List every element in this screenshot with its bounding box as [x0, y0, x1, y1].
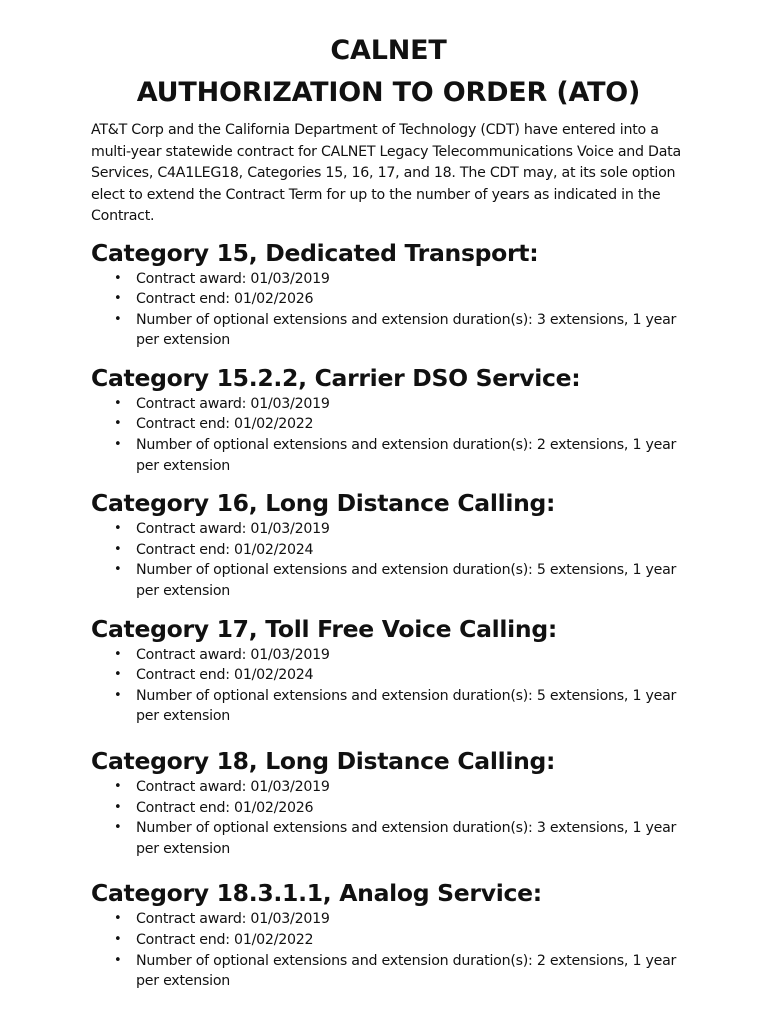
- section-heading: Category 16, Long Distance Calling:: [91, 489, 556, 518]
- section-category-18-3-1-1: [91, 878, 686, 991]
- bullet-icon: •: [114, 395, 122, 411]
- bullet-icon: •: [114, 687, 122, 703]
- section-item-list: [91, 519, 686, 601]
- list-item: [114, 519, 686, 540]
- list-item-text: Contract end: 01/02/2024: [136, 541, 314, 558]
- section-item-list: [91, 645, 686, 727]
- bullet-icon: •: [114, 541, 122, 557]
- list-item: [114, 289, 686, 310]
- bullet-icon: •: [114, 931, 122, 947]
- list-item: [114, 435, 686, 476]
- list-item: [114, 909, 686, 930]
- list-item: [114, 665, 686, 686]
- section-heading: Category 17, Toll Free Voice Calling:: [91, 614, 557, 643]
- section-heading: Category 18, Long Distance Calling:: [91, 747, 556, 775]
- title-line-ato: AUTHORIZATION TO ORDER (ATO): [136, 77, 641, 108]
- bullet-icon: •: [114, 437, 122, 453]
- section-category-15: [91, 238, 686, 351]
- list-item-text: Number of optional extensions and extension duration(s): 5 extensions, 1 year per extension: [136, 562, 677, 600]
- list-item: [114, 414, 686, 435]
- list-item-text: Number of optional extensions and extension duration(s): 3 extensions, 1 year per extension: [136, 820, 677, 857]
- list-item: [114, 540, 686, 561]
- bullet-icon: •: [114, 911, 122, 927]
- list-item: [114, 798, 686, 819]
- section-category-15-2-2: [91, 363, 686, 476]
- page-title: [51, 30, 726, 114]
- bullet-icon: •: [114, 291, 122, 307]
- bullet-icon: •: [114, 820, 122, 836]
- bullet-icon: •: [114, 646, 122, 662]
- section-item-list: [91, 394, 686, 476]
- list-item-text: Contract end: 01/02/2022: [136, 416, 314, 433]
- section-heading: Category 18.3.1.1, Analog Service:: [91, 879, 542, 908]
- bullet-icon: •: [114, 562, 122, 578]
- bullet-icon: •: [114, 270, 122, 286]
- bullet-icon: •: [114, 416, 122, 432]
- title-line-calnet: CALNET: [330, 35, 447, 66]
- list-item-text: Contract award: 01/03/2019: [136, 270, 330, 287]
- section-item-list: [91, 269, 686, 351]
- list-item: [114, 560, 686, 601]
- list-item-text: Contract end: 01/02/2024: [136, 667, 314, 684]
- bullet-icon: •: [114, 779, 122, 794]
- list-item: [114, 818, 686, 859]
- list-item-text: Number of optional extensions and extension duration(s): 3 extensions, 1 year per extension: [136, 311, 677, 349]
- list-item: [114, 951, 686, 992]
- list-item-text: Number of optional extensions and extension duration(s): 2 extensions, 1 year per extension: [136, 952, 677, 990]
- list-item-text: Contract award: 01/03/2019: [136, 646, 330, 663]
- section-category-18: [91, 746, 686, 859]
- section-heading: Category 15.2.2, Carrier DSO Service:: [91, 363, 581, 392]
- list-item: [114, 645, 686, 666]
- list-item-text: Contract end: 01/02/2022: [136, 931, 314, 948]
- list-item-text: Contract end: 01/02/2026: [136, 291, 314, 308]
- section-item-list: [91, 909, 686, 991]
- section-heading: Category 15, Dedicated Transport:: [91, 238, 539, 267]
- list-item: [114, 269, 686, 290]
- bullet-icon: •: [114, 952, 122, 968]
- list-item: [114, 777, 686, 798]
- list-item: [114, 310, 686, 351]
- list-item-text: Number of optional extensions and extension duration(s): 2 extensions, 1 year per extension: [136, 437, 677, 474]
- bullet-icon: •: [114, 667, 122, 683]
- sections-container: [91, 238, 686, 992]
- list-item-text: Contract award: 01/03/2019: [136, 911, 330, 928]
- list-item-text: Contract award: 01/03/2019: [136, 779, 330, 795]
- intro-paragraph: AT&T Corp and the California Department of Technology (CDT) have entered into a multi-year statewide contract for CALNET Legacy Telecommunications Voice and Data Services, C4A1LEG18, Categories 15, 16, 17, and 18. The CDT may, at its sole option elect to extend the Contract Term for up to the number of years as indicated in the Contract.: [91, 122, 681, 224]
- list-item-text: Contract award: 01/03/2019: [136, 395, 330, 412]
- section-category-17: [91, 614, 686, 727]
- list-item: [114, 394, 686, 415]
- bullet-icon: •: [114, 799, 122, 815]
- list-item-text: Number of optional extensions and extension duration(s): 5 extensions, 1 year per extension: [136, 687, 677, 725]
- bullet-icon: •: [114, 311, 122, 327]
- list-item-text: Contract award: 01/03/2019: [136, 521, 330, 538]
- list-item: [114, 930, 686, 951]
- section-category-16: [91, 488, 686, 601]
- list-item: [114, 686, 686, 727]
- section-item-list: [91, 777, 686, 859]
- bullet-icon: •: [114, 521, 122, 537]
- list-item-text: Contract end: 01/02/2026: [136, 799, 314, 816]
